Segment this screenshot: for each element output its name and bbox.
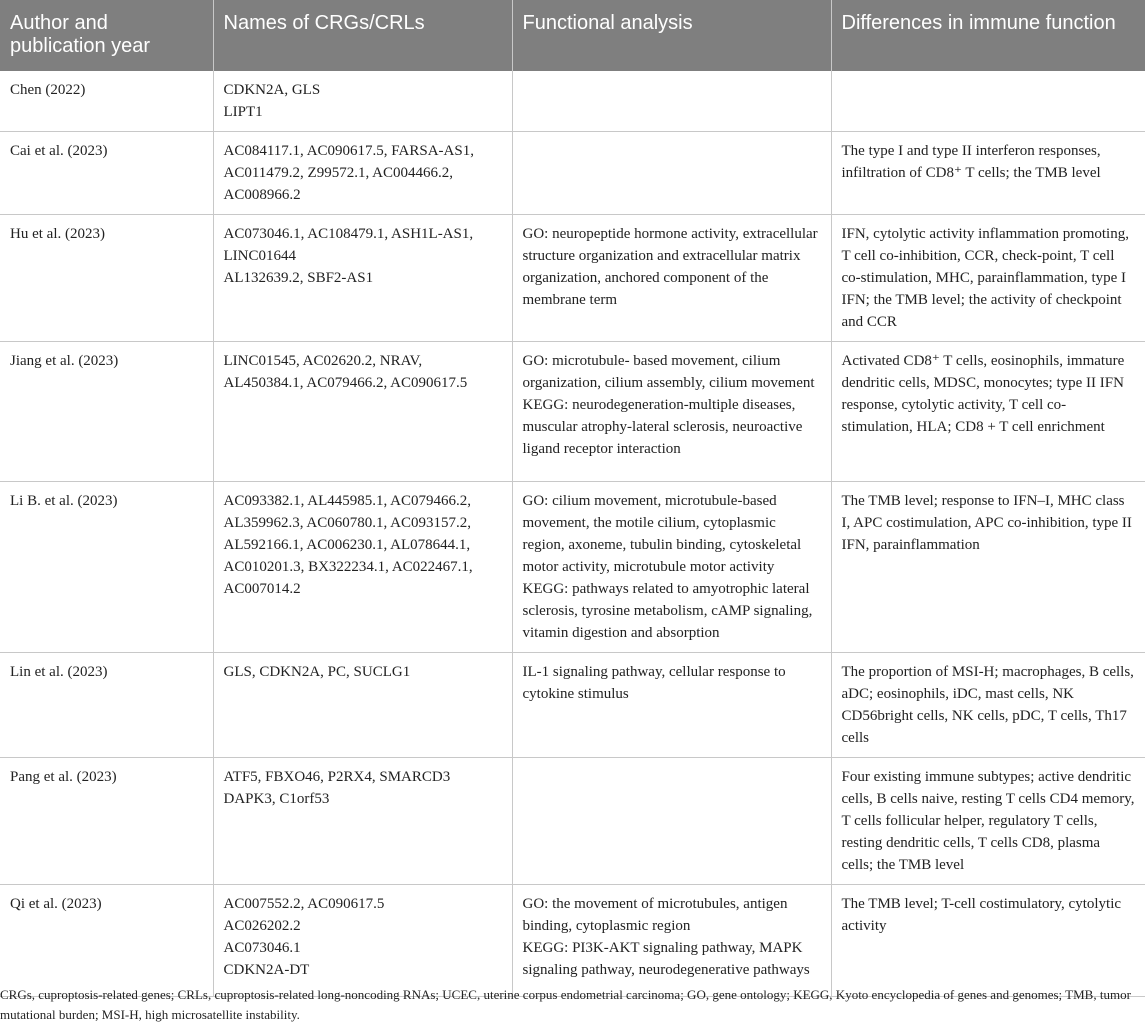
names-line: LIPT1 — [223, 104, 263, 120]
functional-line: KEGG: pathways related to amyotrophic lateral sclerosis, tyrosine metabolism, cAMP signaling, vitamin digestion and absorption — [522, 581, 817, 641]
cell-functional — [512, 215, 831, 342]
cell-functional — [512, 342, 831, 482]
names-line: GLS, CDKN2A, PC, SUCLG1 — [223, 664, 411, 680]
names-line: AC093382.1, AL445985.1, AC079466.2, AL359962.3, AC060780.1, AC093157.2, AL592166.1, AC006230.1, AL078644.1, AC010201.3, BX322234.1, AC022467.1, AC007014.2 — [223, 493, 476, 597]
cell-immune — [831, 71, 1145, 132]
header-functional: Functional analysis — [512, 0, 831, 71]
cell-author: Jiang et al. (2023) — [0, 342, 213, 482]
cell-immune — [831, 132, 1145, 215]
cell-functional — [512, 885, 831, 997]
cell-immune — [831, 215, 1145, 342]
table-footnote: CRGs, cuproptosis-related genes; CRLs, cuproptosis-related long-noncoding RNAs; UCEC, uterine corpus endometrial carcinoma; GO, gene ontology; KEGG, Kyoto encyclopedia of genes and genomes; TMB, tumor mutational burden; MSI-H, high microsatellite instability. — [0, 987, 1131, 1022]
table-row — [0, 342, 1145, 482]
table-row — [0, 482, 1145, 653]
cell-immune — [831, 342, 1145, 482]
cell-immune — [831, 653, 1145, 758]
names-line: DAPK3, C1orf53 — [223, 791, 330, 807]
table-header-row — [0, 0, 1145, 71]
cell-functional — [512, 758, 831, 885]
immune-line: The TMB level; T-cell costimulatory, cytolytic activity — [841, 896, 1125, 934]
functional-line: GO: cilium movement, microtubule-based movement, the motile cilium, cytoplasmic region, axoneme, tubulin binding, cytoskeletal motor activity, microtubule motor activity — [522, 493, 805, 575]
cell-functional — [512, 653, 831, 758]
cell-functional — [512, 482, 831, 653]
cell-names — [213, 215, 512, 342]
cell-author: Chen (2022) — [0, 71, 213, 132]
names-line: AL132639.2, SBF2-AS1 — [223, 270, 374, 286]
cell-immune — [831, 885, 1145, 997]
immune-line: The TMB level; response to IFN–I, MHC class I, APC costimulation, APC co-inhibition, type II IFN, parainflammation — [841, 493, 1136, 553]
functional-line: KEGG: neurodegeneration-multiple diseases, muscular atrophy-lateral sclerosis, neuroactive ligand receptor interaction — [522, 397, 807, 457]
immune-line: Four existing immune subtypes; active dendritic cells, B cells naive, resting T cells CD4 memory, T cells follicular helper, regulatory T cells, resting dendritic cells, T cells CD8, plasma cells; the TMB level — [841, 769, 1138, 873]
names-line: ATF5, FBXO46, P2RX4, SMARCD3 — [223, 769, 451, 785]
functional-line: GO: microtubule- based movement, cilium organization, cilium assembly, cilium movement — [522, 353, 815, 391]
functional-line: GO: neuropeptide hormone activity, extracellular structure organization and extracellular matrix organization, anchored component of the membrane term — [522, 226, 822, 308]
cell-immune — [831, 758, 1145, 885]
cell-functional — [512, 132, 831, 215]
cell-functional — [512, 71, 831, 132]
functional-line: GO: the movement of microtubules, antigen binding, cytoplasmic region — [522, 896, 792, 934]
functional-line: KEGG: PI3K-AKT signaling pathway, MAPK signaling pathway, neurodegenerative pathways — [522, 940, 810, 978]
cell-names — [213, 758, 512, 885]
cell-names — [213, 482, 512, 653]
cell-author: Hu et al. (2023) — [0, 215, 213, 342]
table-row — [0, 885, 1145, 997]
names-line: AC026202.2 — [223, 918, 301, 934]
cell-author: Cai et al. (2023) — [0, 132, 213, 215]
table-row — [0, 758, 1145, 885]
functional-line: IL-1 signaling pathway, cellular response to cytokine stimulus — [522, 664, 790, 702]
header-names: Names of CRGs/CRLs — [213, 0, 512, 71]
names-line: AC073046.1 — [223, 940, 301, 956]
table-row — [0, 71, 1145, 132]
names-line: AC007552.2, AC090617.5 — [223, 896, 385, 912]
names-line: AC073046.1, AC108479.1, ASH1L-AS1, LINC01644 — [223, 226, 477, 264]
cell-names — [213, 132, 512, 215]
cell-names — [213, 71, 512, 132]
header-immune: Differences in immune function — [831, 0, 1145, 71]
cell-author: Qi et al. (2023) — [0, 885, 213, 997]
immune-line: The proportion of MSI-H; macrophages, B cells, aDC; eosinophils, iDC, mast cells, NK CD56bright cells, NK cells, pDC, T cells, Th17 cells — [841, 664, 1138, 746]
table-row — [0, 215, 1145, 342]
immune-line: The type I and type II interferon responses, infiltration of CD8⁺ T cells; the TMB level — [841, 143, 1105, 181]
cell-names — [213, 653, 512, 758]
table-row — [0, 132, 1145, 215]
cell-immune — [831, 482, 1145, 653]
cell-author: Lin et al. (2023) — [0, 653, 213, 758]
names-line: CDKN2A-DT — [223, 962, 310, 978]
table-row — [0, 653, 1145, 758]
cell-author: Li B. et al. (2023) — [0, 482, 213, 653]
header-author: Author and publication year — [0, 0, 213, 71]
immune-line: IFN, cytolytic activity inflammation promoting, T cell co-inhibition, CCR, check-point, T cell co-stimulation, MHC, parainflammation, type I IFN; the TMB level; the activity of checkpoint and CCR — [841, 226, 1133, 330]
cell-author: Pang et al. (2023) — [0, 758, 213, 885]
immune-line: Activated CD8⁺ T cells, eosinophils, immature dendritic cells, MDSC, monocytes; type II IFN response, cytolytic activity, T cell co-stimulation, HLA; CD8 + T cell enrichment — [841, 353, 1128, 435]
names-line: CDKN2A, GLS — [223, 82, 321, 98]
cell-names — [213, 342, 512, 482]
names-line: AC084117.1, AC090617.5, FARSA-AS1, AC011479.2, Z99572.1, AC004466.2, AC008966.2 — [223, 143, 477, 203]
table-body — [0, 71, 1145, 997]
cell-names — [213, 885, 512, 997]
names-line: LINC01545, AC02620.2, NRAV, AL450384.1, AC079466.2, AC090617.5 — [223, 353, 468, 391]
